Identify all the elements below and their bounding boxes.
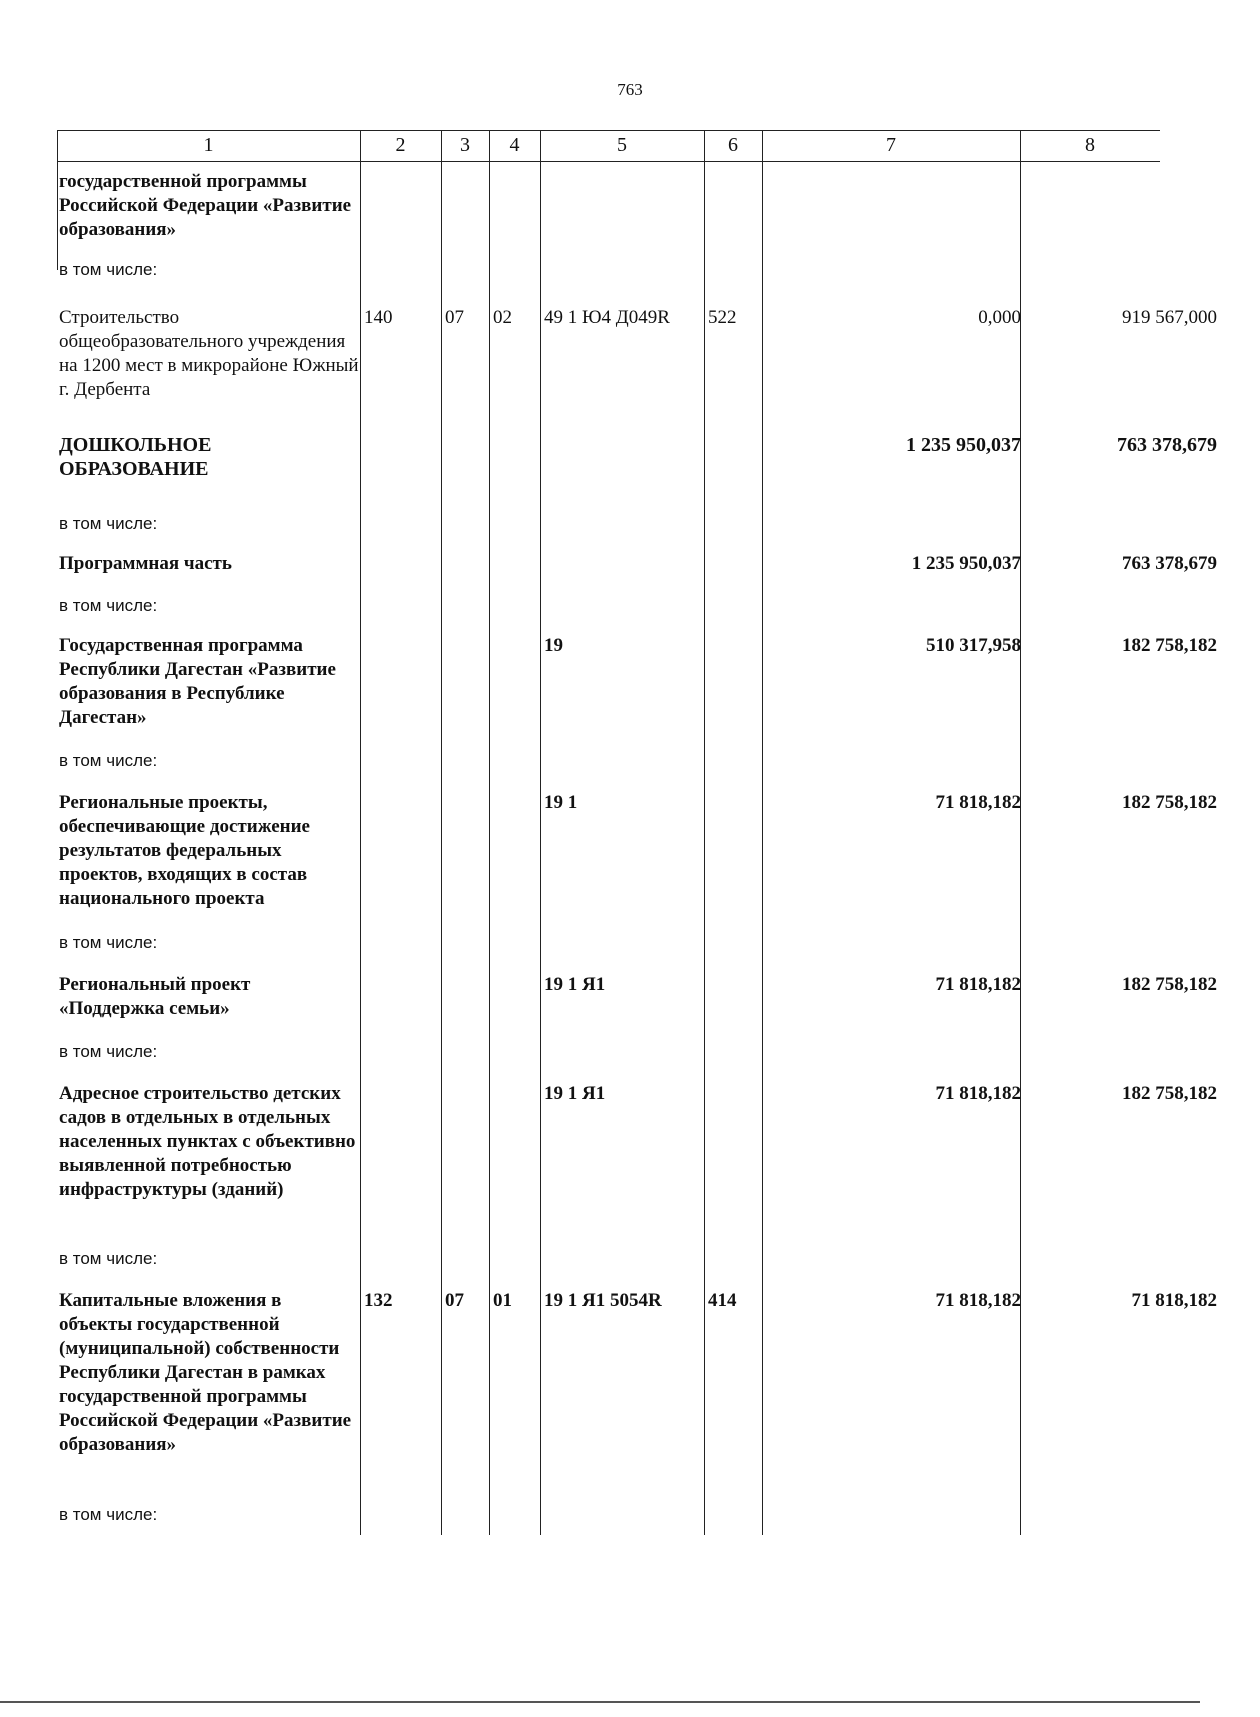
page-number: 763 xyxy=(617,80,643,99)
cell-col8: 919 567,000 xyxy=(1122,307,1217,328)
cell-col3: 07 xyxy=(445,1290,464,1311)
cell-col5: 49 1 Ю4 Д049R xyxy=(544,307,670,328)
row-name: Государственная программа Республики Дагестан «Развитие образования в Республике Дагестан» xyxy=(59,635,336,728)
cell-col7: 71 818,182 xyxy=(935,1083,1021,1104)
cell-col5: 19 1 xyxy=(544,792,578,813)
cell-col5: 19 xyxy=(544,635,563,656)
cell-col2: 132 xyxy=(364,1290,393,1311)
cell-col5: 19 1 Я1 5054R xyxy=(544,1290,662,1311)
cell-col5: 19 1 Я1 xyxy=(544,1083,606,1104)
cell-col8: 182 758,182 xyxy=(1122,635,1217,656)
column-header-7: 7 xyxy=(886,134,896,156)
cell-col7: 71 818,182 xyxy=(935,792,1021,813)
column-header-4: 4 xyxy=(509,134,520,156)
budget-table xyxy=(57,130,1217,1535)
row-name: Капитальные вложения в объекты государственной (муниципальной) собственности Республики Дагестан в рамках государственной программы Российской Федерации «Развитие образования» xyxy=(59,1290,352,1455)
cell-col2: 140 xyxy=(364,307,393,328)
row-name: Региональные проекты, обеспечивающие достижение результатов федеральных проектов, входящих в состав национального проекта xyxy=(59,792,310,909)
cell-col5: 19 1 Я1 xyxy=(544,974,606,995)
column-divider xyxy=(540,130,541,1535)
header-bottom-border xyxy=(57,161,1160,162)
column-divider xyxy=(704,130,705,1535)
column-header-8: 8 xyxy=(1085,134,1095,156)
row-name: Строительство общеобразовательного учреждения на 1200 мест в микрорайоне Южный г. Дербента xyxy=(59,307,359,400)
cell-col8: 182 758,182 xyxy=(1122,974,1217,995)
row-name: Программная часть xyxy=(59,553,232,574)
row-name: в том числе: xyxy=(59,1249,158,1268)
cell-col7: 1 235 950,037 xyxy=(906,434,1021,456)
column-divider xyxy=(762,130,763,1535)
cell-col7: 0,000 xyxy=(978,307,1021,328)
row-name: в том числе: xyxy=(59,1042,158,1061)
cell-col6: 414 xyxy=(708,1290,737,1311)
row-name: ДОШКОЛЬНОЕ ОБРАЗОВАНИЕ xyxy=(59,434,212,480)
column-divider xyxy=(1020,130,1021,1535)
row-name: в том числе: xyxy=(59,596,158,615)
table-top-border xyxy=(57,130,1160,131)
cell-col7: 510 317,958 xyxy=(926,635,1021,656)
cell-col7: 71 818,182 xyxy=(935,974,1021,995)
cell-col4: 01 xyxy=(493,1290,512,1311)
cell-col8: 763 378,679 xyxy=(1122,553,1217,574)
row-name: в том числе: xyxy=(59,751,158,770)
row-name: в том числе: xyxy=(59,260,158,279)
cell-col4: 02 xyxy=(493,307,512,328)
column-header-3: 3 xyxy=(460,134,470,156)
row-name: в том числе: xyxy=(59,1505,158,1524)
row-name: Адресное строительство детских садов в отдельных в отдельных населенных пунктах с объективно выявленной потребностью инфраструктуры (зданий) xyxy=(59,1083,356,1200)
cell-col7: 1 235 950,037 xyxy=(911,553,1021,574)
row-name: в том числе: xyxy=(59,933,158,952)
cell-col8: 71 818,182 xyxy=(1131,1290,1217,1311)
column-header-5: 5 xyxy=(617,134,627,156)
cell-col7: 71 818,182 xyxy=(935,1290,1021,1311)
row-name: в том числе: xyxy=(59,514,158,533)
cell-col8: 763 378,679 xyxy=(1117,434,1217,456)
column-divider xyxy=(360,130,361,1535)
cell-col8: 182 758,182 xyxy=(1122,1083,1217,1104)
cell-col8: 182 758,182 xyxy=(1122,792,1217,813)
row-name: государственной программы Российской Федерации «Развитие образования» xyxy=(59,171,352,240)
column-header-1: 1 xyxy=(203,134,214,156)
column-header-2: 2 xyxy=(395,134,406,156)
scan-edge-line xyxy=(0,1701,1200,1703)
column-header-6: 6 xyxy=(728,134,738,156)
row-name: Региональный проект «Поддержка семьи» xyxy=(59,974,251,1019)
column-divider xyxy=(489,130,490,1535)
column-divider xyxy=(441,130,442,1535)
cell-col3: 07 xyxy=(445,307,464,328)
cell-col6: 522 xyxy=(708,307,737,328)
